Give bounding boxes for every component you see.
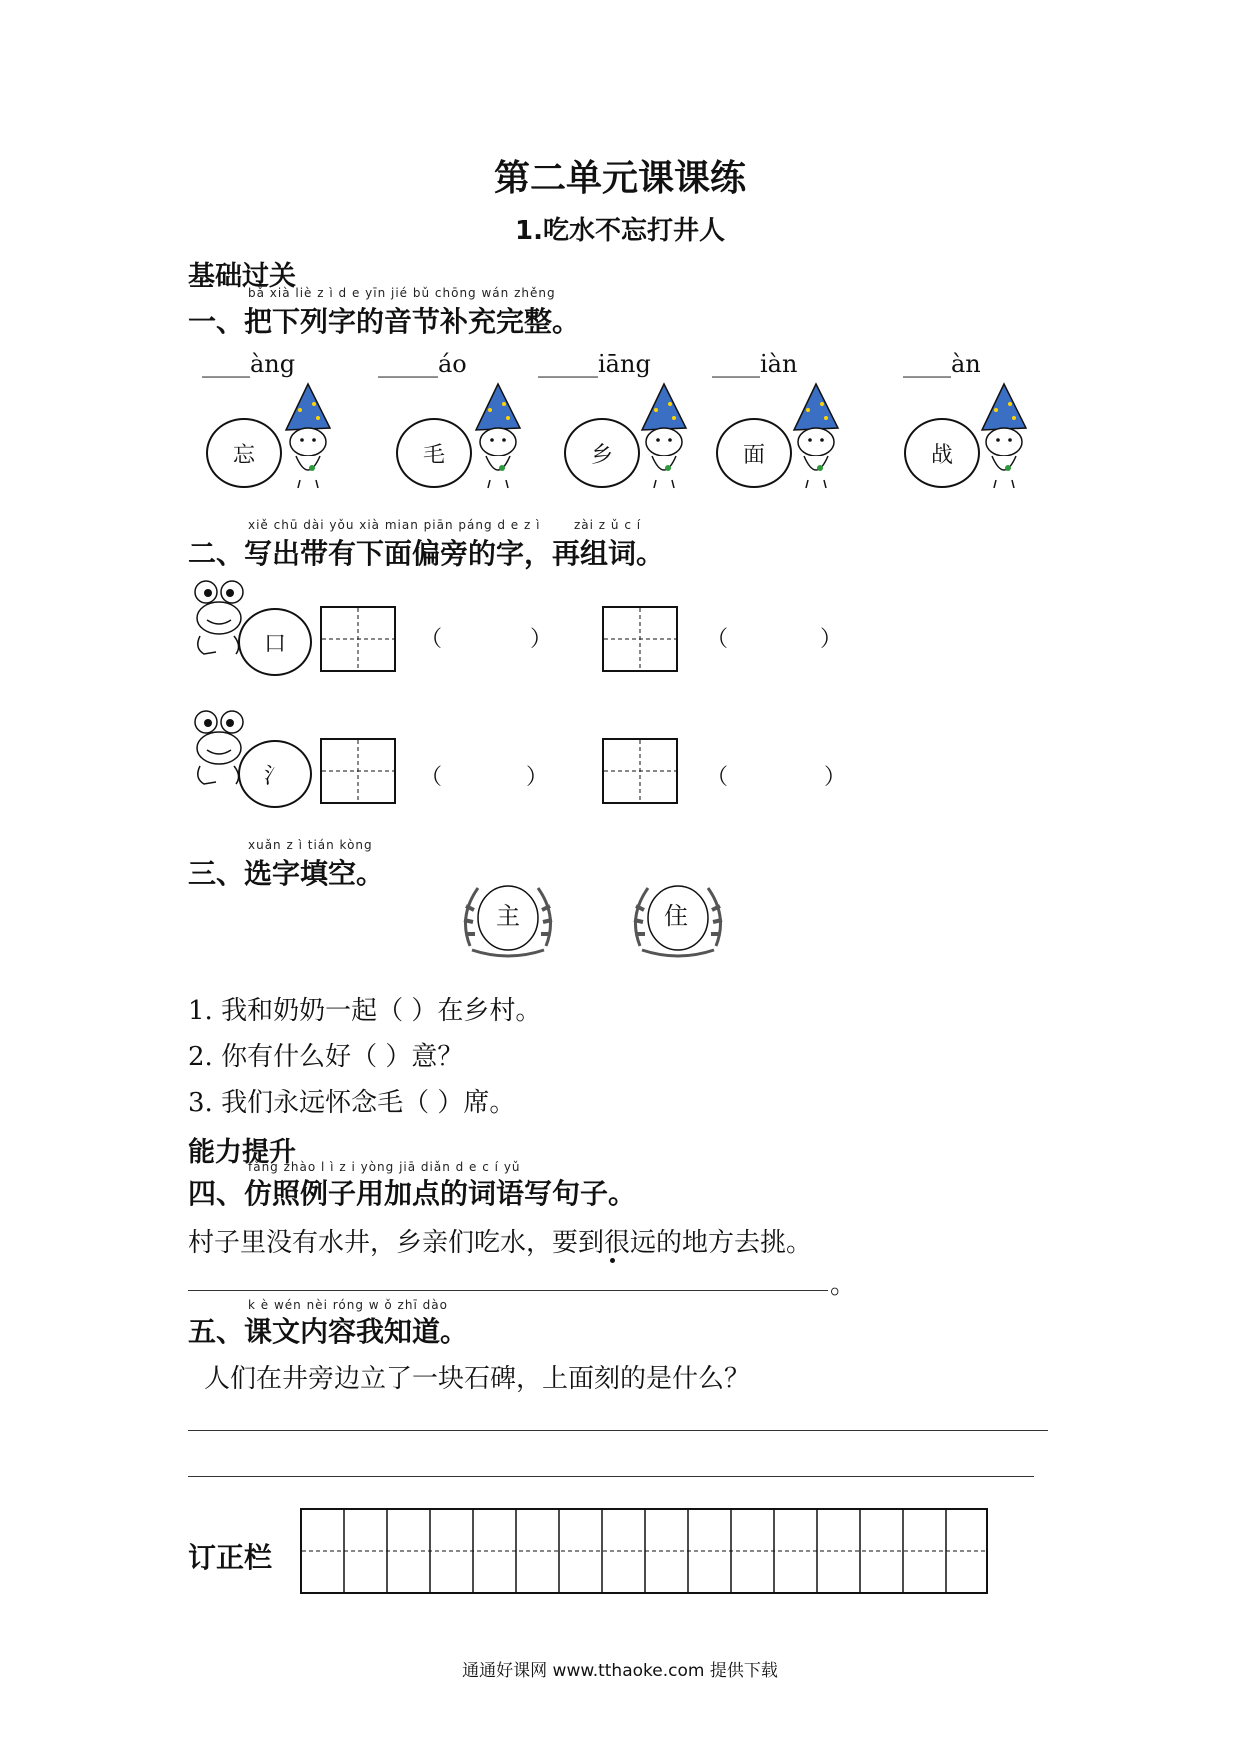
wizard-cat-icon	[786, 380, 844, 494]
wizard-cat-icon	[974, 380, 1032, 494]
word-paren-open: （	[706, 627, 729, 652]
q5-heading: 五、课文内容我知道。	[188, 1315, 469, 1348]
example-sentence: 村子里没有水井，乡亲们吃水，要到很远的地方去挑。	[188, 1228, 813, 1258]
q4-heading: 四、仿照例子用加点的词语写句子。	[188, 1177, 637, 1210]
tian-grid-box[interactable]	[602, 606, 678, 676]
section-basic: 基础过关	[188, 261, 296, 292]
char-circle: 面	[716, 418, 792, 488]
word-paren-open: （	[420, 765, 443, 790]
footer-credit: 通通好课网 www.tthaoke.com 提供下载	[462, 1661, 778, 1681]
tian-grid-box[interactable]	[320, 738, 396, 808]
tian-grid-box[interactable]	[320, 606, 396, 676]
end-mark: 。	[830, 1270, 857, 1300]
q3-heading: 三、选字填空。	[188, 857, 385, 890]
char-circle: 毛	[396, 418, 472, 488]
word-paren-close: ）	[820, 627, 843, 652]
fill-sentence: 1. 我和奶奶一起（ ）在乡村。	[188, 996, 542, 1026]
syllable-item: ____àn	[903, 350, 981, 378]
wizard-cat-icon	[468, 380, 526, 494]
char-circle: 乡	[564, 418, 640, 488]
q4-pinyin: fǎng zhào l ì z i yòng jiā diǎn d e c í yǔ	[248, 1160, 521, 1174]
word-paren-close: ）	[530, 627, 553, 652]
radical-circle: 口	[238, 608, 312, 676]
syllable-item: ____àng	[202, 350, 296, 378]
syllable-item: _____áo	[378, 350, 467, 378]
word-paren-close: ）	[824, 765, 847, 790]
page-title: 第二单元课课练	[493, 158, 746, 199]
wizard-cat-icon	[634, 380, 692, 494]
word-paren-open: （	[420, 627, 443, 652]
fill-sentence: 2. 你有什么好（ ）意？	[188, 1042, 464, 1072]
choice-char: 住	[664, 902, 688, 930]
wizard-cat-icon	[278, 380, 336, 494]
q5-question: 人们在井旁边立了一块石碑，上面刻的是什么？	[204, 1364, 751, 1394]
syllable-item: ____iàn	[712, 350, 798, 378]
radical-circle: 氵	[238, 740, 312, 808]
q5-pinyin: k è wén nèi róng w ǒ zhī dào	[248, 1298, 448, 1312]
q2-pinyin-2: zài z ǔ c í	[574, 518, 642, 532]
q1-pinyin: bǎ xià liè z ì d e yīn jié bǔ chōng wán zhěng	[248, 286, 556, 300]
answer-line[interactable]	[188, 1290, 828, 1291]
q2-heading: 二、写出带有下面偏旁的字，再组词。	[188, 537, 665, 570]
q1-heading: 一、把下列字的音节补充完整。	[188, 305, 581, 338]
q3-pinyin: xuǎn z ì tián kòng	[248, 838, 373, 852]
word-paren-close: ）	[526, 765, 549, 790]
emphasis-dot	[610, 1258, 615, 1263]
fill-sentence: 3. 我们永远怀念毛（ ）席。	[188, 1088, 516, 1118]
q2-pinyin: xiě chū dài yǒu xià mian piān páng d e z ì	[248, 518, 541, 532]
correction-label: 订正栏	[188, 1541, 273, 1574]
syllable-item: _____iāng	[538, 350, 651, 378]
section-ability: 能力提升	[188, 1137, 296, 1168]
answer-line[interactable]	[188, 1430, 1048, 1431]
word-paren-open: （	[706, 765, 729, 790]
answer-line[interactable]	[188, 1476, 1034, 1477]
lesson-title: 1.吃水不忘打井人	[515, 216, 725, 246]
char-circle: 战	[904, 418, 980, 488]
char-circle: 忘	[206, 418, 282, 488]
choice-char: 主	[496, 902, 520, 930]
tian-grid-box[interactable]	[602, 738, 678, 808]
correction-grid[interactable]	[300, 1508, 990, 1600]
